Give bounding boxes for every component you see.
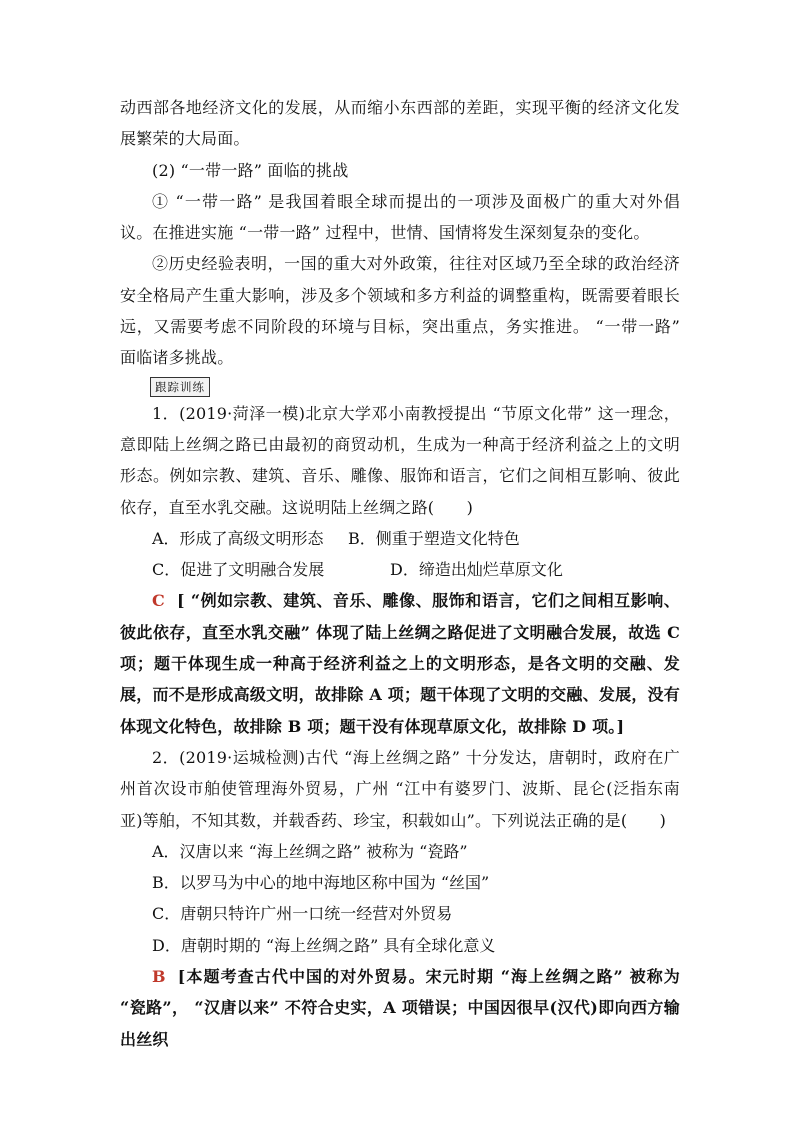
question-2-stem: 2．(2019·运城检测)古代 “海上丝绸之路” 十分发达，唐朝时，政府在广州首次设市舶使管理海外贸易，广州 “江中有婆罗门、波斯、昆仑(泛指东南亚)等舶，不知其数，并载香药、珍宝，积载如山”。下列说法正确的是( ) bbox=[120, 747, 680, 830]
challenge-point-1: ① “一带一路” 是我国着眼全球而提出的一项涉及面极广的重大对外倡议。在推进实施 “一带一路” 过程中，世情、国情将发生深刻复杂的变化。 bbox=[120, 191, 680, 243]
question-2-explanation: [本题考查古代中国的对外贸易。宋元时期 “海上丝绸之路” 被称为 “瓷路”， “汉唐以来” 不符合史实，A 项错误；中国因很早(汉代)即向西方输出丝织 bbox=[120, 967, 680, 1049]
question-1-option-d: D．缔造出灿烂草原文化 bbox=[390, 560, 563, 580]
question-2-option-a-row bbox=[120, 836, 680, 867]
document-page bbox=[120, 92, 680, 1055]
question-1-answer-letter: C bbox=[152, 591, 165, 611]
section-heading: (2) “一带一路” 面临的挑战 bbox=[152, 160, 349, 180]
intro-paragraph: 动西部各地经济文化的发展，从而缩小东西部的差距，实现平衡的经济文化发展繁荣的大局面。 bbox=[120, 98, 680, 149]
question-1-answer bbox=[120, 585, 680, 741]
question-1-option-b: B．侧重于塑造文化特色 bbox=[348, 528, 520, 548]
question-1-stem: 1．(2019·菏泽一模)北京大学邓小南教授提出 “节原文化带” 这一理念，意即陆上丝绸之路已由最初的商贸动机，生成为一种高于经济利益之上的文明形态。例如宗教、建筑、音乐、雕像、服饰和语言，它们之间相互影响、彼此依存，直至水乳交融。这说明陆上丝绸之路( ) bbox=[120, 403, 680, 517]
practice-tag-row bbox=[120, 376, 680, 398]
question-1-option-c: C．促进了文明融合发展 bbox=[152, 560, 325, 580]
question-2-option-c-row bbox=[120, 898, 680, 929]
question-1-explanation: [ “例如宗教、建筑、音乐、雕像、服饰和语言，它们之间相互影响、彼此依存，直至水乳交融” 体现了陆上丝绸之路促进了文明融合发展，故选 C 项；题干体现生成一种高于经济利益之上的文明形态，是各文明的交融、发展，而不是形成高级文明，故排除 A 项；题干体现了文明的交融、发展，没有体现文化特色，故排除 B 项；题干没有体现草原文化，故排除 D 项。] bbox=[120, 591, 680, 736]
question-1-options-row-1 bbox=[120, 523, 680, 554]
question-2-option-d-row bbox=[120, 930, 680, 961]
question-2-option-a: A．汉唐以来 “海上丝绸之路” 被称为 “瓷路” bbox=[152, 841, 468, 861]
question-1-option-a: A．形成了高级文明形态 bbox=[152, 528, 324, 548]
question-2-option-b-row bbox=[120, 867, 680, 898]
question-2-option-c: C．唐朝只特许广州一口统一经营对外贸易 bbox=[152, 904, 453, 924]
question-2-option-d: D．唐朝时期的 “海上丝绸之路” 具有全球化意义 bbox=[152, 935, 496, 955]
question-2-answer bbox=[120, 961, 680, 1055]
practice-tag: 跟踪训练 bbox=[150, 377, 210, 397]
challenge-point-2: ②历史经验表明，一国的重大对外政策，往往对区域乃至全球的政治经济安全格局产生重大影响，涉及多个领域和多方利益的调整重构，既需要着眼长远，又需要考虑不同阶段的环境与目标，突出重点，务实推进。 “一带一路” 面临诸多挑战。 bbox=[120, 254, 680, 368]
question-1-options-row-2 bbox=[120, 554, 680, 585]
question-2-option-b: B．以罗马为中心的地中海地区称中国为 “丝国” bbox=[152, 873, 490, 893]
question-2-answer-letter: B bbox=[152, 967, 166, 987]
